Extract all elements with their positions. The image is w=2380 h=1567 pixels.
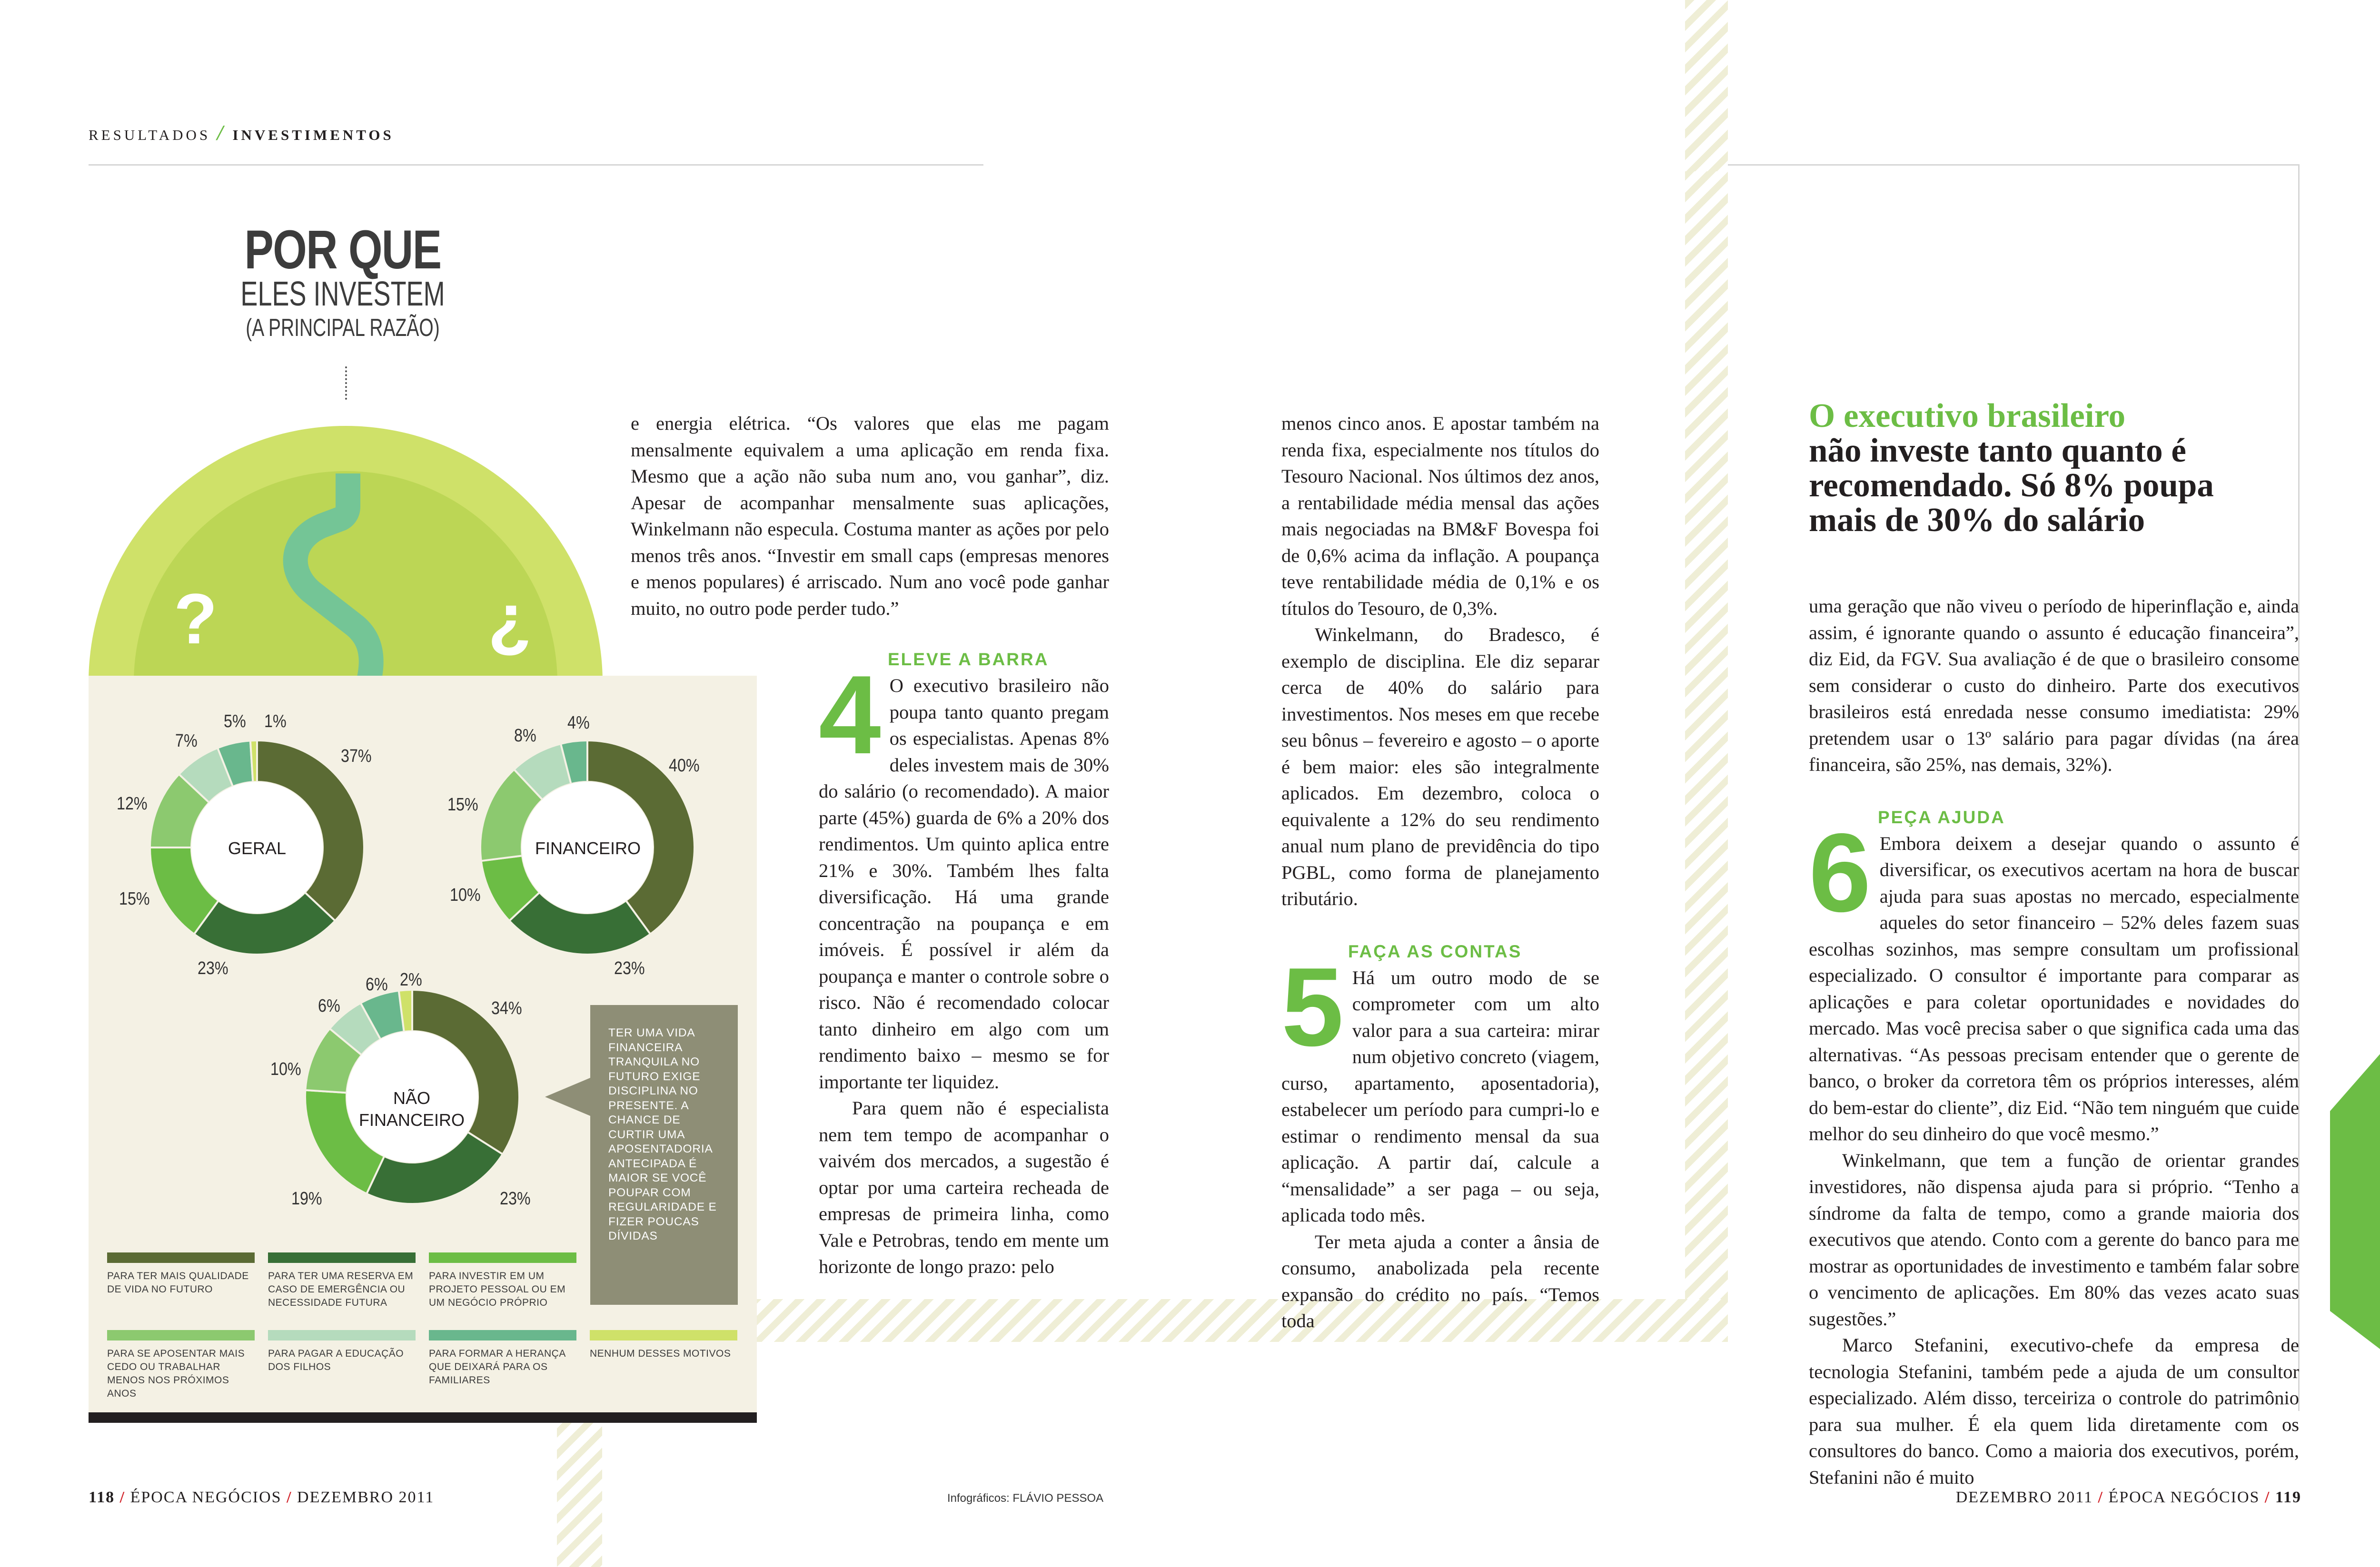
geral-label-1: 1% <box>264 711 287 731</box>
col2-paragraph-4: Ter meta ajuda a conter a ânsia de consumo, anabolizada pela recente expansão do crédito no país. “Temos toda <box>1281 1231 1599 1331</box>
header-section: RESULTADOS <box>89 127 211 143</box>
infographic-credit: Infográficos: FLÁVIO PESSOA <box>947 1492 1104 1505</box>
pull-quote <box>1809 399 2237 538</box>
legend-item <box>590 1330 737 1360</box>
question-mark-left: ? <box>174 579 218 659</box>
legend-swatch <box>107 1330 255 1340</box>
naofin-label-34: 34% <box>491 998 522 1018</box>
naofin-label-23: 23% <box>500 1189 531 1209</box>
legend-label: PARA PAGAR A EDUCAÇÃO DOS FILHOS <box>268 1348 404 1372</box>
legend-item <box>107 1252 255 1296</box>
financeiro-label-8: 8% <box>514 726 536 746</box>
col2-paragraph-3: Há um outro modo de se comprometer com um alto valor para a sua carteira: mirar num objetivo concreto (viagem, curso, apartamento, aposentadoria), estabelecer um período para cumpri-lo e estimar o rendimento mensal da sua aplicação. A partir daí, calcule a “mensalidade” a ser paga – ou seja, aplicada todo mês. <box>1281 966 1599 1226</box>
legend-label: PARA TER MAIS QUALIDADE DE VIDA NO FUTURO <box>107 1271 249 1295</box>
legend-item <box>429 1330 576 1387</box>
footer-right <box>1952 1488 2301 1507</box>
article-column-2 <box>1281 410 1599 1334</box>
footer-left-date: DEZEMBRO 2011 <box>297 1488 435 1506</box>
pull-quote-green: O executivo brasileiro <box>1809 397 2126 434</box>
footer-right-mag: ÉPOCA NEGÓCIOS <box>2108 1488 2260 1506</box>
col3-paragraph-1: uma geração que não viveu o período de hiperinflação e, ainda assim, é ignorante quando o assunto é educação financeira”, diz Eid, da FGV. Sua avaliação é de que o brasileiro consome sem considerar o custo do dinheiro. Parte dos executivos brasileiros está enredada nesse consumo imediatista: 29% pretendem usar o 13º salário para pagar dívidas (na área financeira, são 25%, nas demais, 32%). <box>1809 595 2299 775</box>
geral-label-23: 23% <box>198 958 228 978</box>
col1-paragraph-3: Para quem não é especialista nem tem tempo de acompanhar o vaivém dos mercados, a sugestão é optar por uma carteira recheada de empresas de primeira linha, como Vale e Petrobras, tendo em mente um horizonte de longo prazo: pelo <box>819 1097 1109 1277</box>
col3-paragraph-3: Winkelmann, que tem a função de orientar grandes investidores, não dispensa ajuda para si próprio. “Tenho a síndrome da falta de tempo, como a grande maioria dos executivos que atendo. Conto com a gerente do banco para me mostrar as oportunidades de investimento e também falar sobre o vencimento de aplicações. Em 80% das vezes acato suas sugestões.” <box>1809 1149 2299 1330</box>
legend-swatch <box>268 1330 416 1340</box>
col2-paragraph-1: menos cinco anos. E apostar também na renda fixa, especialmente nos títulos do Tesouro Nacional. Nos últimos dez anos, a rentabilidade média mensal das ações mais negociadas na BM&F Bovespa foi de 0,6% acima da inflação. A poupança teve rentabilidade média de 0,1% e os títulos do Tesouro, de 0,3%. <box>1281 413 1599 619</box>
article-column-3 <box>1809 593 2299 1490</box>
article-column-1-continued <box>819 646 1109 1280</box>
col2-paragraph-2: Winkelmann, do Bradesco, é exemplo de disciplina. Ele diz separar cerca de 40% do salário para investimentos. Nos meses em que recebe seu bônus – fevereiro e agosto – o aporte é bem maior: eles são integralmente aplicados. Em dezembro, coloca o equivalente a 12% do seu rendimento anual num plano de previdência do tipo PGBL, como forma de planejamento tributário. <box>1281 624 1599 909</box>
col3-paragraph-2: Embora deixem a desejar quando o assunto é diversificar, os executivos acertam na hora de buscar ajuda para suas apostas no mercado, especialmente aqueles do setor financeiro – 52% deles fazem suas escolhas sozinhos, mas sempre consultam um profissional especializado. O consultor é importante para comparar as aplicações e para coletar oportunidades e novidades do mercado. Mas você precisa saber o que significa cada uma das alternativas. “As pessoas precisam entender que o gerente de banco, o broker da corretora têm os próprios interesses, além do bem-estar do cliente”, diz Eid. “Não tem ninguém que cuide melhor do seu dinheiro do que você mesmo.” <box>1809 832 2299 1144</box>
financeiro-label-15: 15% <box>447 795 478 815</box>
geral-label-15: 15% <box>119 889 150 909</box>
infographic-title-line1: POR QUE <box>244 219 441 280</box>
callout-box <box>590 1005 738 1305</box>
section-5-title: FAÇA AS CONTAS <box>1348 941 1522 961</box>
footer-left-page: 118 <box>89 1488 115 1506</box>
legend-swatch <box>429 1252 576 1263</box>
legend-label: PARA FORMAR A HERANÇA QUE DEIXARÁ PARA OS FAMILIARES <box>429 1348 565 1386</box>
footer-left-mag: ÉPOCA NEGÓCIOS <box>130 1488 282 1506</box>
financeiro-label-40: 40% <box>669 756 700 776</box>
footer-left <box>89 1488 434 1507</box>
legend-swatch <box>268 1252 416 1263</box>
question-mark-right: ¿ <box>488 579 532 659</box>
footer-right-page: 119 <box>2275 1488 2301 1506</box>
header-breadcrumb <box>89 120 394 145</box>
pull-quote-dark: não investe tanto quanto é recomendado. Só 8% poupa mais de 30% do salário <box>1809 432 2214 539</box>
geral-label-5: 5% <box>224 711 246 731</box>
footer-left-sep2: / <box>287 1488 292 1506</box>
callout-text: TER UMA VIDA FINANCEIRA TRANQUILA NO FUTURO EXIGE DISCIPLINA NO PRESENTE. A CHANCE DE CURTIR UMA APOSENTADORIA ANTECIPADA É MAIOR SE VOCÊ POUPAR COM REGULARIDADE E FIZER POUCAS DÍVIDAS <box>608 1026 717 1242</box>
stripe-right-band <box>1685 171 1728 1332</box>
section-4-title: ELEVE A BARRA <box>888 650 1049 669</box>
legend-label: NENHUM DESSES MOTIVOS <box>590 1348 731 1359</box>
callout-pointer <box>545 1078 590 1116</box>
page-edge-tab <box>2330 1054 2380 1349</box>
legend-item <box>268 1330 416 1374</box>
section-4-number: 4 <box>819 652 881 777</box>
header-separator: / <box>217 120 226 145</box>
donut-title-financeiro: FINANCEIRO <box>535 838 641 858</box>
naofin-label-2: 2% <box>400 970 422 990</box>
legend-swatch <box>429 1330 576 1340</box>
footer-left-sep: / <box>119 1488 126 1506</box>
legend-item <box>429 1252 576 1310</box>
legend-swatch <box>590 1330 737 1340</box>
legend-label: PARA SE APOSENTAR MAIS CEDO OU TRABALHAR MENOS NOS PRÓXIMOS ANOS <box>107 1348 245 1399</box>
article-column-1 <box>631 410 1109 621</box>
naofin-label-10: 10% <box>270 1059 301 1079</box>
donut-title-nao-financeiro: NÃO FINANCEIRO <box>358 1088 465 1130</box>
stripe-top-band <box>1685 0 1728 171</box>
legend-item <box>107 1330 255 1400</box>
geral-label-37: 37% <box>341 746 372 766</box>
legend-item <box>268 1252 416 1310</box>
financeiro-label-10: 10% <box>450 885 481 905</box>
footer-right-sep: / <box>2098 1488 2103 1506</box>
naofin-label-6a: 6% <box>318 996 340 1016</box>
section-6-title: PEÇA AJUDA <box>1878 807 2005 827</box>
infographic-title <box>200 219 486 344</box>
financeiro-label-4: 4% <box>567 713 590 733</box>
footer-right-sep2: / <box>2264 1488 2271 1506</box>
chart-panel-bottom-bar <box>89 1412 757 1423</box>
geral-label-12: 12% <box>117 794 148 814</box>
footer-right-date: DEZEMBRO 2011 <box>1955 1488 2093 1506</box>
top-rule-right <box>1728 164 2299 166</box>
section-5-number: 5 <box>1281 944 1344 1069</box>
financeiro-label-23: 23% <box>614 958 645 978</box>
legend-swatch <box>107 1252 255 1263</box>
donut-title-geral: GERAL <box>228 838 287 858</box>
naofin-label-6b: 6% <box>366 975 388 995</box>
legend-label: PARA TER UMA RESERVA EM CASO DE EMERGÊNCIA OU NECESSIDADE FUTURA <box>268 1271 414 1308</box>
geral-label-7: 7% <box>175 731 198 751</box>
header-subsection: INVESTIMENTOS <box>232 127 394 143</box>
infographic-title-line3: (A PRINCIPAL RAZÃO) <box>246 314 440 342</box>
naofin-label-19: 19% <box>291 1189 322 1209</box>
section-6-number: 6 <box>1809 809 1871 935</box>
col3-paragraph-4: Marco Stefanini, executivo-chefe da empresa de tecnologia Stefanini, também pede a ajuda de um consultor especializado. Além disso, terceiriza o controle do patrimônio para sua mulher. É ela quem lida diretamente com os consultores do banco. Como a maioria dos executivos, porém, Stefanini não é muito <box>1809 1334 2299 1488</box>
col1-paragraph-2: O executivo brasileiro não poupa tanto quanto pregam os especialistas. Apenas 8% deles investem mais de 30% do salário (o recomendado). A maior parte (45%) guarda de 6% a 20% dos rendimentos. Um quinto aplica entre 21% e 30%. Também lhes falta diversificação. Há uma grande concentração na poupança e em imóveis. É possível ir além da poupança e manter o controle sobre o risco. Não é recomendado colocar tanto dinheiro em algo com um rendimento baixo – mesmo se for importante ter liquidez. <box>819 675 1109 1093</box>
legend-label: PARA INVESTIR EM UM PROJETO PESSOAL OU EM UM NEGÓCIO PRÓPRIO <box>429 1271 566 1308</box>
infographic-title-line2: ELES INVESTEM <box>240 275 445 313</box>
top-rule-left <box>89 164 983 166</box>
title-dotted-connector <box>345 366 347 400</box>
col1-paragraph-1: e energia elétrica. “Os valores que elas me pagam mensalmente equivalem a uma aplicação em renda fixa. Mesmo que a ação não suba num ano, vou ganhar”, diz. Apesar de acompanhar mensalmente suas aplicações, Winkelmann não especula. Costuma manter as ações por pelo menos três anos. “Investir em small caps (empresas menores e menos populares) é arriscado. Num ano você pode ganhar muito, no outro pode perder tudo.” <box>631 413 1109 619</box>
